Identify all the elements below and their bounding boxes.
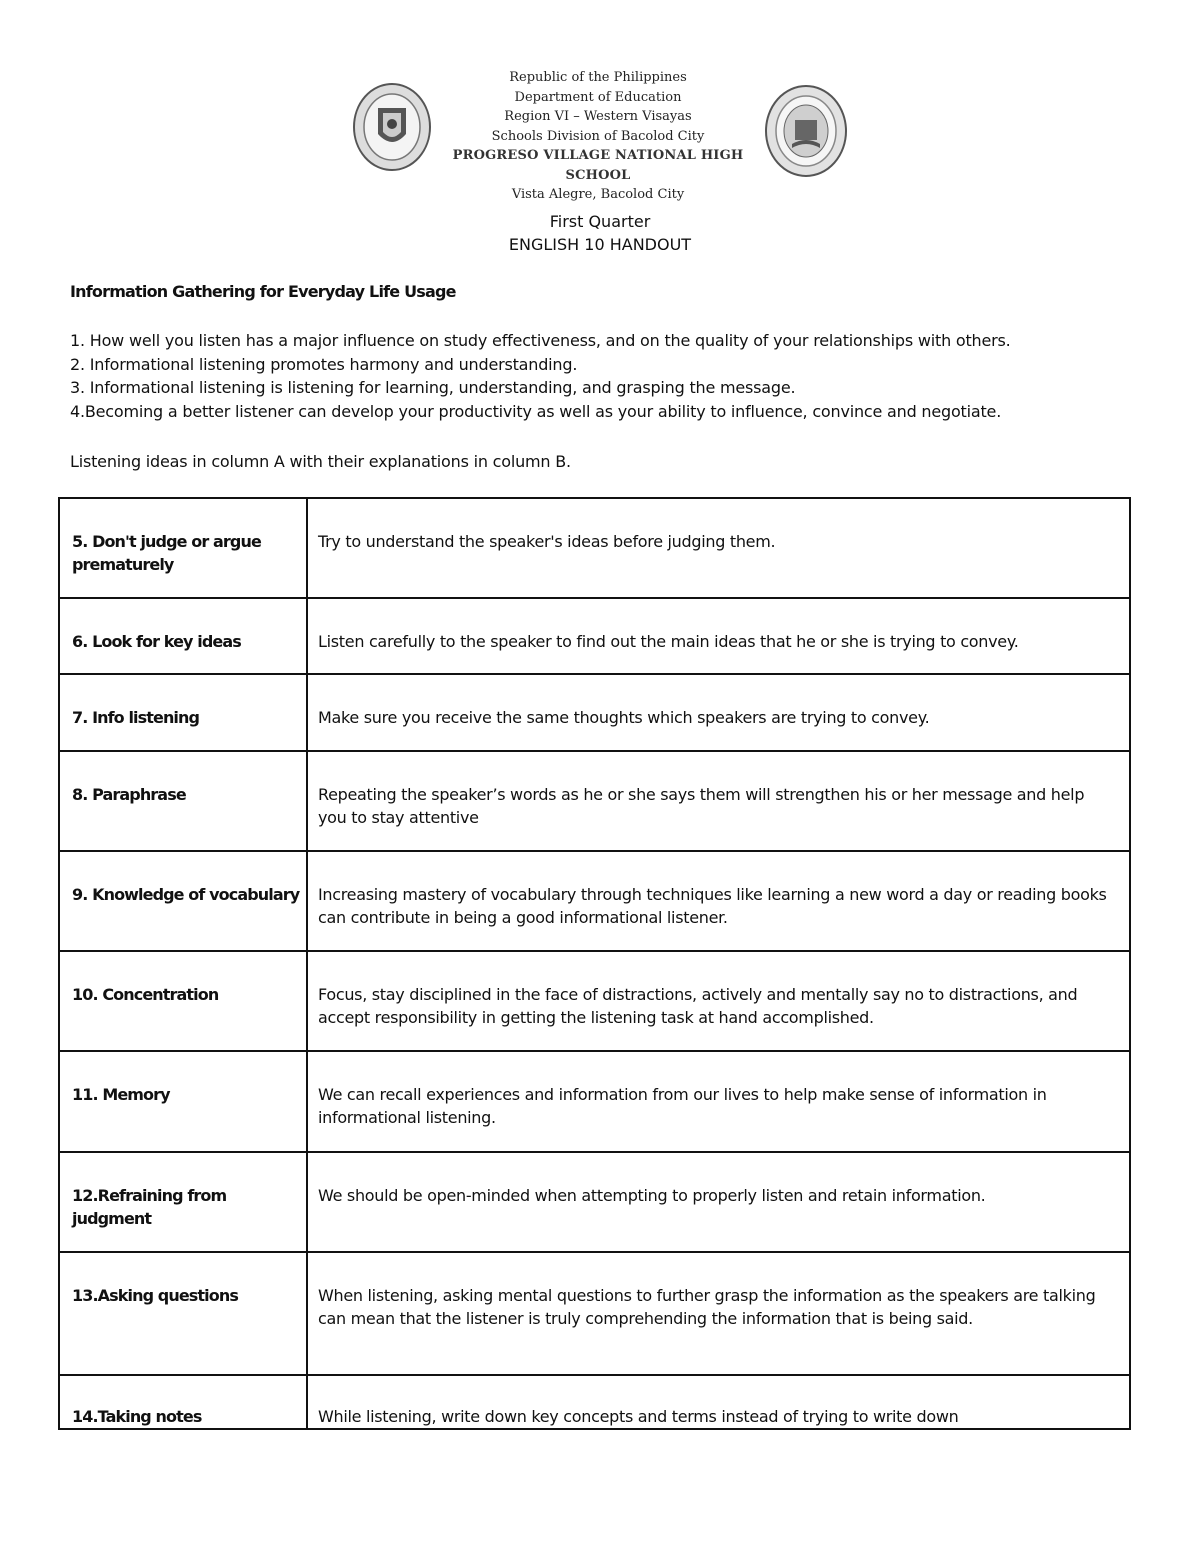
column-a-cell	[59, 1375, 307, 1429]
table-row	[59, 674, 1130, 751]
column-a-cell	[59, 1051, 307, 1152]
point-item: 1. How well you listen has a major influence on study effectiveness, and on the quality of your relationships with others.	[70, 331, 1011, 350]
column-a-cell	[59, 951, 307, 1051]
table-row	[59, 1252, 1130, 1375]
table-row	[59, 1152, 1130, 1252]
letterhead	[0, 64, 1200, 202]
subject-label: ENGLISH 10 HANDOUT	[508, 235, 692, 254]
column-a-cell	[59, 674, 307, 751]
idea-text: 11. Memory	[72, 1085, 170, 1104]
column-a-cell	[59, 498, 307, 598]
point-item: 4.Becoming a better listener can develop your productivity as well as your ability to influence, convince and negotiate.	[70, 401, 1002, 421]
school-seal-icon	[764, 84, 848, 178]
point-item: 2. Informational listening promotes harmony and understanding.	[70, 354, 578, 374]
table-row	[59, 1375, 1130, 1429]
explanation-text: Try to understand the speaker's ideas before judging them.	[318, 532, 776, 551]
quarter-label: First Quarter	[549, 212, 651, 231]
column-b-cell	[307, 851, 1130, 951]
column-a-cell	[59, 598, 307, 674]
column-a-cell	[59, 751, 307, 851]
handout-heading	[0, 210, 1200, 256]
explanation-text: Repeating the speaker’s words as he or she says them will strengthen his or her message and help you to stay attentive	[318, 785, 1085, 827]
column-a-cell	[59, 1252, 307, 1375]
letterhead-line: Department of Education	[514, 89, 682, 105]
table-row	[59, 1051, 1130, 1152]
column-b-cell	[307, 1375, 1130, 1429]
table-intro: Listening ideas in column A with their explanations in column B.	[70, 452, 571, 471]
table-row	[59, 951, 1130, 1051]
idea-text: 6. Look for key ideas	[72, 632, 241, 651]
explanation-text: Focus, stay disciplined in the face of distractions, actively and mentally say no to distractions, and accept responsibility in getting the listening task at hand accomplished.	[318, 985, 1078, 1027]
column-b-cell	[307, 674, 1130, 751]
idea-text: 13.Asking questions	[72, 1286, 238, 1305]
column-a-cell	[59, 851, 307, 951]
table-row	[59, 498, 1130, 598]
table-row	[59, 851, 1130, 951]
letterhead-line: Schools Division of Bacolod City	[491, 128, 705, 144]
deped-seal-icon	[352, 82, 432, 172]
column-b-cell	[307, 1051, 1130, 1152]
idea-text: 10. Concentration	[72, 985, 219, 1004]
idea-text: 14.Taking notes	[72, 1407, 202, 1426]
column-b-cell	[307, 598, 1130, 674]
idea-text: 5. Don't judge or argue prematurely	[72, 532, 261, 574]
explanation-text: Listen carefully to the speaker to find out the main ideas that he or she is trying to convey.	[318, 632, 1019, 651]
column-b-cell	[307, 951, 1130, 1051]
school-address: Vista Alegre, Bacolod City	[511, 187, 685, 202]
idea-text: 7. Info listening	[72, 708, 200, 727]
letterhead-line: Region VI – Western Visayas	[504, 109, 692, 124]
column-b-cell	[307, 1252, 1130, 1375]
topic-title: Information Gathering for Everyday Life Usage	[70, 282, 456, 301]
explanation-text: When listening, asking mental questions to further grasp the information as the speakers are talking can mean that the listener is truly comprehending the information that is being said.	[318, 1286, 1096, 1328]
school-name: PROGRESO VILLAGE NATIONAL HIGH SCHOOL	[452, 148, 744, 183]
column-b-cell	[307, 1152, 1130, 1252]
numbered-points	[70, 329, 1150, 423]
explanation-text: We should be open-minded when attempting to properly listen and retain information.	[318, 1186, 986, 1205]
idea-text: 12.Refraining from judgment	[72, 1186, 227, 1228]
column-a-cell	[59, 1152, 307, 1252]
listening-ideas-table	[58, 497, 1131, 1430]
table-row	[59, 751, 1130, 851]
point-item: 3. Informational listening is listening for learning, understanding, and grasping the message.	[70, 378, 796, 397]
explanation-text: Make sure you receive the same thoughts which speakers are trying to convey.	[318, 708, 930, 727]
table-row	[59, 598, 1130, 674]
letterhead-text	[430, 68, 766, 205]
explanation-text: Increasing mastery of vocabulary through techniques like learning a new word a day or reading books can contribute in being a good informational listener.	[318, 885, 1107, 927]
column-b-cell	[307, 498, 1130, 598]
idea-text: 8. Paraphrase	[72, 785, 186, 804]
column-b-cell	[307, 751, 1130, 851]
idea-text: 9. Knowledge of vocabulary	[72, 885, 300, 904]
explanation-text: While listening, write down key concepts and terms instead of trying to write down	[318, 1407, 959, 1426]
letterhead-line: Republic of the Philippines	[509, 70, 687, 85]
explanation-text: We can recall experiences and information from our lives to help make sense of information in informational listening.	[318, 1085, 1047, 1127]
